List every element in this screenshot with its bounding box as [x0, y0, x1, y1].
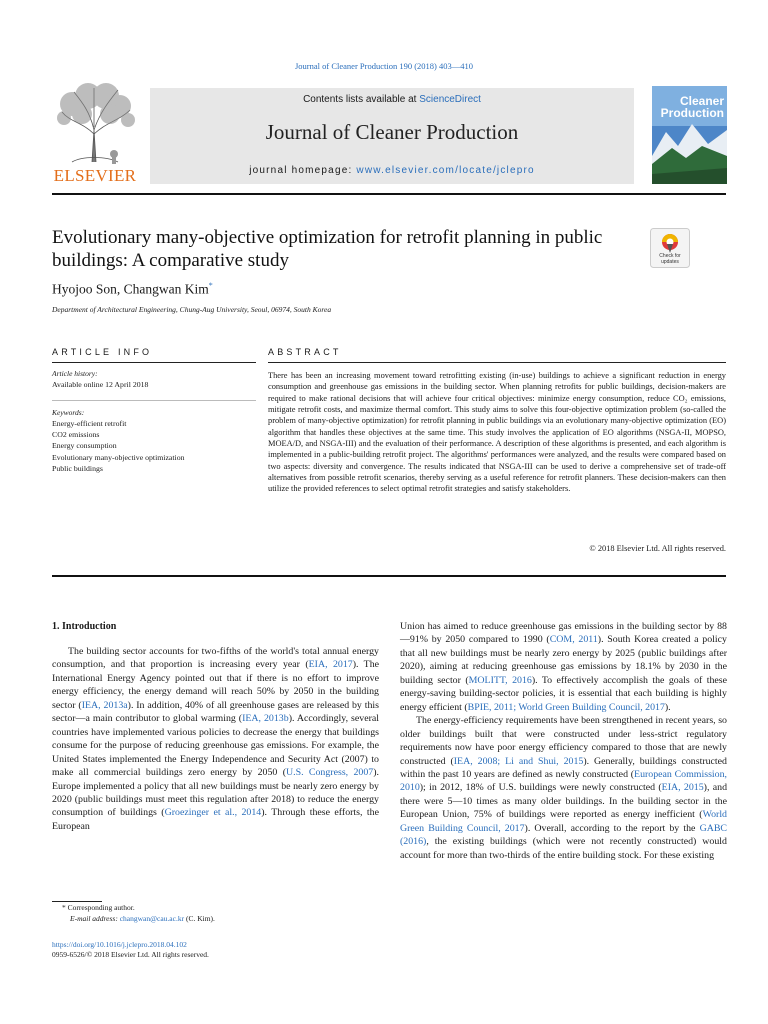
- contents-prefix: Contents lists available at: [303, 94, 420, 105]
- homepage-link[interactable]: www.elsevier.com/locate/jclepro: [356, 165, 535, 176]
- paragraph-text: The building sector accounts for two-fifths of the world's total annual energy consumption, and that proportion is increasing every year (: [52, 646, 379, 671]
- keyword-item: Energy consumption: [52, 441, 117, 451]
- abstract-bottom-rule: [52, 575, 726, 577]
- journal-citation[interactable]: Journal of Cleaner Production 190 (2018) 403—410: [295, 61, 473, 71]
- email-label: E-mail address:: [70, 913, 120, 923]
- paragraph-text: ). Europe implemented a policy that all new buildings must be nearly zero energy by 2020 (public buildings must meet this regulation after 2018) to reduce the energy consumption of buildings (: [52, 767, 379, 819]
- check-for-updates-badge[interactable]: [650, 228, 690, 268]
- citation-link[interactable]: GABC (2016): [400, 822, 727, 848]
- citation-link[interactable]: U.S. Congress, 2007: [286, 767, 374, 779]
- paragraph-text: , the existing buildings (which were not recently constructed) would account for more than two-thirds of the entire building stock. For these existing: [400, 836, 727, 861]
- keyword-item: Evolutionary many-objective optimization: [52, 452, 185, 462]
- citation-link[interactable]: IEA, 2013a: [81, 699, 128, 711]
- elsevier-wordmark[interactable]: ELSEVIER: [53, 166, 137, 185]
- paragraph: [400, 620, 727, 714]
- citation-link[interactable]: EIA, 2017: [308, 659, 353, 671]
- citation-link[interactable]: IEA, 2008; Li and Shui, 2015: [453, 755, 584, 767]
- paragraph-text: ); in 2012, 18% of U.S. buildings were newly constructed (: [419, 782, 662, 794]
- paragraph-text: ). Overall, according to the report by the: [524, 822, 700, 834]
- paragraph-text: ). Accordingly, several countries have implemented various policies to decrease the energy that buildings consume for the purpose of reducing greenhouse gas emissions. For example, the United States implemented the Energy Independence and Security Act (2007) to make all commercial buildings zero energy by 2050 (: [52, 713, 380, 779]
- paragraph-text: Union has aimed to reduce greenhouse gas emissions in the building sector by 88—91% by 2050 compared to 1990 (: [400, 621, 727, 646]
- keywords-list: [52, 418, 185, 474]
- author-affiliation: Department of Architectural Engineering, Chung-Aug University, Seoul, 06974, South Korea: [52, 305, 332, 314]
- paragraph-text: The energy-efficiency requirements have been strengthened in recent years, so older buildings built that were constructed under less-strict regulatory requirements now have poor energy efficiency compared to those that are newly constructed (: [400, 715, 727, 767]
- citation-link[interactable]: MOLITT, 2016: [468, 674, 532, 686]
- journal-cover-image[interactable]: [652, 86, 727, 184]
- doi-link[interactable]: https://doi.org/10.1016/j.jclepro.2018.04.102: [52, 940, 187, 949]
- paragraph-text: ). In addition, 40% of all greenhouse gases are released by this sector—a main contributor to global warming (: [52, 699, 379, 725]
- citation-link[interactable]: BPIE, 2011; World Green Building Council, 2017: [467, 701, 665, 713]
- footnote-rule: [52, 901, 102, 902]
- sciencedirect-link[interactable]: ScienceDirect: [419, 94, 481, 105]
- issn-copyright-line: 0959-6526/© 2018 Elsevier Ltd. All rights reserved.: [52, 950, 209, 959]
- corresponding-author-note: Corresponding author.: [65, 903, 135, 912]
- citation-link[interactable]: EIA, 2015: [661, 782, 704, 794]
- paragraph-text: ). South Korea created a policy that all new buildings must be nearly zero energy by 2025 (public buildings after 2020), aiming at reducing greenhouse gas emissions by 18.1% by 2030 in the building sector (: [400, 634, 727, 686]
- article-info-divider: [52, 400, 256, 401]
- crossmark-label-2: updates: [661, 258, 679, 265]
- corresponding-author-mark[interactable]: *: [208, 281, 213, 290]
- paragraph-text: ). Through these efforts, the European: [52, 807, 379, 832]
- keyword-item: Energy-efficient retrofit: [52, 419, 127, 428]
- section-heading-introduction: 1. Introduction: [52, 621, 117, 632]
- keyword-item: CO2 emissions: [52, 430, 100, 440]
- citation-link[interactable]: European Commission, 2010: [400, 768, 727, 794]
- contents-available-line: [150, 94, 634, 105]
- article-info-rule: [52, 362, 256, 363]
- body-column-left: [52, 645, 379, 833]
- citation-link[interactable]: World Green Building Council, 2017: [400, 809, 727, 834]
- footnote-mark: *: [62, 903, 66, 912]
- doi-block: [52, 940, 209, 960]
- article-info-heading: ARTICLE INFO: [52, 347, 153, 357]
- homepage-prefix: journal homepage:: [249, 165, 357, 176]
- abstract-rule: [268, 362, 726, 363]
- crossmark-label-1: Check for: [659, 253, 681, 259]
- paragraph-text: ). To effectively accomplish the goals of these energy-saving building-sector policies, it is essential that each building is highly energy efficient (: [400, 674, 728, 713]
- citation-link[interactable]: COM, 2011: [549, 634, 598, 646]
- cover-title-line-1: Cleaner: [679, 94, 724, 108]
- footnote: [52, 903, 215, 924]
- keyword-item: Public buildings: [52, 463, 103, 473]
- keywords-heading: Keywords:: [52, 408, 85, 417]
- article-title: Evolutionary many-objective optimization for retrofit planning in public buildings: A comparative study: [52, 227, 603, 271]
- citation-link[interactable]: IEA, 2013b: [242, 713, 289, 725]
- paragraph-text: ).: [664, 701, 671, 713]
- author-email-link[interactable]: changwan@cau.ac.kr: [119, 913, 185, 923]
- cover-title-line-2: Production: [660, 106, 724, 120]
- paragraph-text: ). Generally, buildings constructed within the past 10 years are defined as newly constructed (: [400, 755, 727, 780]
- paragraph: [52, 645, 379, 833]
- article-history-heading: Article history:: [52, 369, 98, 378]
- header-rule: [52, 193, 726, 195]
- journal-title: Journal of Cleaner Production: [265, 120, 519, 144]
- body-column-right: [400, 620, 727, 862]
- paragraph: [400, 714, 727, 862]
- abstract-text: There has been an increasing movement toward retrofitting existing (in-use) buildings to achieve a significant reduction in energy consumption and greenhouse gas emissions in the building sector. When planning retrofits for public buildings, decision-makers are required to make rational decisions that will achieve four critical objectives: minimize energy consumption, reduce CO₂ emissions, mitigate retrofit costs, and maximize thermal comfort. This study aims to solve this four-objective optimization problem (so-called the problem of many-objective optimization) for retrofit planning in public buildings via an evolutionary many-objective optimization (EO) algorithm that handles these objectives at the same time. This study involves the application of EO algorithms (NSGA-II, MOPSO, MOEA/D, and NSGA-III) and the evaluation of their performance. A description of these algorithms is presented, and each algorithm is implemented in a public-building retrofit project. The algorithms' performances were analyzed, and the results were compared based on two aspects: diversity and convergence. The results indicated that NSGA-III can be used to derive a comprehensive set of trade-off alternatives from possible retrofit scenarios, thereby serving as a useful reference for retrofit planners. These decision-makers can then utilize the provided references to select optimal retrofit strategies and satisfy stakeholders.: [268, 371, 726, 494]
- citation-link[interactable]: Groezinger et al., 2014: [164, 807, 262, 819]
- authors-names: Hyojoo Son, Changwan Kim: [52, 281, 209, 297]
- article-history-value: Available online 12 April 2018: [52, 380, 149, 389]
- journal-homepage-line: [150, 165, 634, 176]
- author-list: [52, 281, 213, 298]
- abstract-heading: ABSTRACT: [268, 347, 342, 357]
- paragraph-text: ), and there were 5—10 times as many older buildings. In the building sector in the European Union, 75% of buildings were reported as energy inefficient (: [400, 782, 728, 821]
- email-suffix: (C. Kim).: [184, 913, 215, 923]
- abstract-copyright: © 2018 Elsevier Ltd. All rights reserved.: [589, 544, 726, 553]
- paragraph-text: ). The International Energy Agency pointed out that if there is no effort to improve energy efficiency, the energy demand will reach 50% by 2050 in the building sector (: [52, 659, 380, 711]
